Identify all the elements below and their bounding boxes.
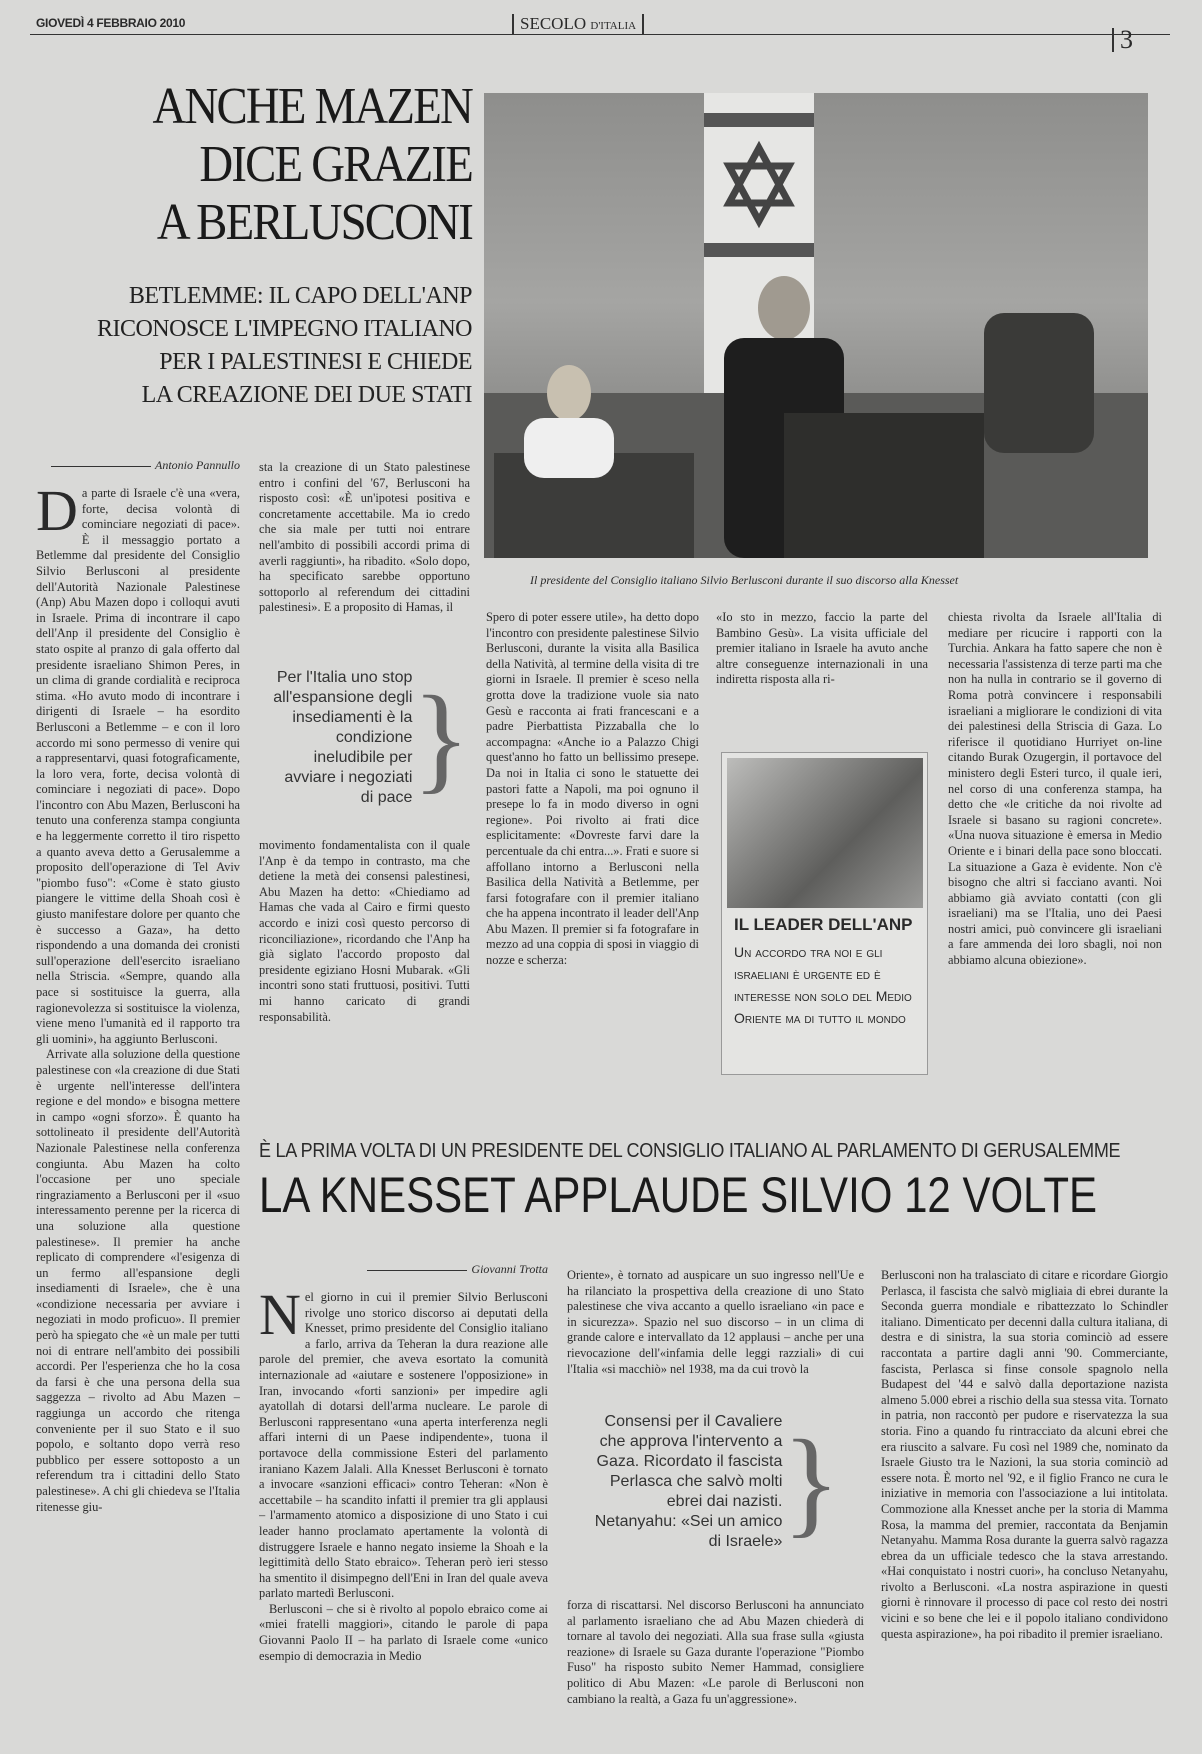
- byline: Antonio Pannullo: [36, 458, 240, 473]
- knesset-photo: [484, 93, 1148, 558]
- article-column-5: chiesta rivolta da Israele all'Italia di mediare per ricucire i rapporti con la Turchia. Ankara ha fatto sapere che non è necessaria l'assistenza di terze parti ma che non ha nulla in contrario se il governo di Roma potrà convincere i responsabili israeliani a migliorare le condizioni di vita dei palestinesi della Striscia di Gaza. Lo riferisce il quotidiano Hurriyet on-line citando Burak Ozugergin, il portavoce del ministero degli Esteri turco, il quale ieri, nel corso di una conferenza stampa, ha detto che «le critiche da noi rivolte ad Israele si basano su ragioni concrete». «Una nuova situazione è emersa in Medio Oriente e i binari della pace sono bloccati. La situazione a Gaza è evidente. Non c'è bisogno che altri si facciano avanti. Noi abbiamo già avviato contatti (con gli israeliani) ma se l'Italia, uno dei Paesi nostri amici, può convincere gli israeliani a fare ammenda dei loro sbagli, noi non abbiamo alcuna obiezione».: [948, 610, 1162, 968]
- pull-quote-text: Consensi per il Cavaliere che approva l'intervento a Gaza. Ricordato il fascista Perlasca che salvò molti ebrei dai nazisti. Netanyahu: «Sei un amico di Israele»: [594, 1413, 783, 1550]
- subhead-line: RICONOSCE L'IMPEGNO ITALIANO: [96, 316, 472, 342]
- subhead-line: BETLEMME: IL CAPO DELL'ANP: [128, 283, 472, 309]
- article2-column-2-continued: forza di riscattarsi. Nel discorso Berlusconi ha annunciato al parlamento israeliano che ad Abu Mazen chiederà di tornare al tavolo dei negoziati. Alla sua frase sulla «giusta reazione» di Israele su Gaza durante l'operazione "Piombo Fuso" ha risposto subito Nemer Hammad, consigliere politico di Abu Mazen: «Le parole di Berlusconi non cambiano la realtà, a Gaza fu un'aggressione».: [567, 1598, 864, 1706]
- article-column-2: sta la creazione di un Stato palestinese entro i confini del '67, Berlusconi ha risposto così: «È un'ipotesi positiva e concretamente accettabile. Ma io credo che sia male per tutti noi entrare nell'ambito di possibili accordi prima di averli raggiunti», ha ribadito. «Solo dopo, ha specificato sarebbe opportuno sottoporlo al referendum dei cittadini palestinesi». E a proposito di Hamas, il: [259, 460, 470, 615]
- article2-headline: LA KNESSET APPLAUDE SILVIO 12 VOLTE: [259, 1167, 1098, 1223]
- headline-line: ANCHE MAZEN: [152, 78, 472, 135]
- photo-caption: Il presidente del Consiglio italiano Silvio Berlusconi durante il suo discorso alla Knesset: [530, 573, 959, 587]
- column-text: el giorno in cui il premier Silvio Berlusconi rivolge uno storico discorso ai deputati della Knesset, primo presidente del Consiglio italiano a farlo, arriva da Teheran la dura reazione alle parole del premier, che aveva esortato la comunità internazionale ad «aiutare e sostenere l'opposizione» in Iran, invocando «forti sanzioni» per impedire agli ayatollah di dotarsi dell'arma nucleare. Le parole di Berlusconi rappresentano «una aperta interferenza negli affari interni di un Paese indipendente», tuona il portavoce della commissione Esteri del parlamento iraniano Kazem Jalali. Alla Knesset Berlusconi è tornato a invocare «sanzioni efficaci» contro Teheran: «Non è accettabile – ha scandito infatti il premier tra gli applausi – l'armamento atomico a disposizione di uno Stato i cui leader hanno proclamato apertamente la volontà di distruggere Israele e hanno negato insieme la Shoah e la legittimità dello Stato ebraico». Teheran però ieri stesso ha smentito il disimpegno dell'Eni in Iran del quale aveva parlato martedì Berlusconi.: [259, 1290, 548, 1601]
- knesset-photo-illustration: [484, 93, 1148, 558]
- article-subhead: [20, 280, 472, 412]
- abu-mazen-box: [721, 752, 928, 1075]
- headline-line: DICE GRAZIE: [199, 136, 472, 193]
- article-column-3: Spero di poter essere utile», ha detto dopo l'incontro con presidente palestinese Silvio Berlusconi, durante la visita alla Basilica della Natività, al termine della visita di tre giorni in Israele. Il premier è sceso nella grotta dove la tradizione vuole sia nato Gesù e racconta ai frati francescani e a padre Pierbattista Pizzaballa che lo accompagna: «Anche io a Palazzo Chigi quest'anno ho fatto un bellissimo presepe. Da noi in Italia ci sono le statuette dei pastori fatte a Napoli, ma poi ognuno il presepe lo fa in modo diverso in ogni regione». Poi rivolto ai frati dice esplicitamente: «Dovreste farvi dare la percentuale da chi entra...». Frati e suore si affollano intorno a Berlusconi nella Basilica della Natività a Betlemme, per farsi fotografare con il premier italiano che ha appena incontrato il leader dell'Anp Abu Mazen. Il premier si fa fotografare in mezzo ad una coppia di sposi in viaggio di nozze e scherza:: [486, 610, 699, 968]
- article-column-2-continued: movimento fondamentalista con il quale l'Anp è da tempo in contrasto, ma che detiene la metà dei consensi palestinesi, Abu Mazen ha detto: «Chiediamo ad Hamas che vada al Cairo e firmi questo accordo e inizi così questo percorso di riconciliazione», ricordando che l'Anp ha già siglato l'accordo proposto dal presidente egiziano Hosni Mubarak. «Gli incontri sono stati fruttuosi, positivi. Tutti mi hanno caricato di grandi responsabilità.: [259, 838, 470, 1024]
- drop-cap: N: [259, 1290, 301, 1347]
- box-title: IL LEADER DELL'ANP: [734, 915, 913, 934]
- masthead-small: D'ITALIA: [590, 20, 637, 32]
- subhead-line: PER I PALESTINESI E CHIEDE: [159, 349, 472, 375]
- column-text: a parte di Israele c'è una «vera, forte, decisa volontà di cominciare negoziati di pace». È il messaggio portato a Betlemme dal presidente del Consiglio Silvio Berlusconi al presidente dell'Autorità Nazionale Palestinese (Anp) Abu Mazen dopo i colloqui avuti in Israele. Prima di incontrare il capo dell'Anp il presidente del Consiglio è stato ospite al pranzo di gala offerto dal presidente israeliano Shimon Peres, in un clima di grande cordialità e reciproca stima. «Ho avuto modo di incontrare i dirigenti di Israele – ha esordito Berlusconi a Betlemme – e con il loro accordo mi sono permesso di venire qui a rappresentarvi, quasi fotograficamente, la loro vera, forte, decisa volontà di cominciare i negoziati di pace». Dopo l'incontro con Abu Mazen, Berlusconi ha tenuto una conferenza stampa congiunta e ha leggermente corretto il tiro rispetto a quanto aveva detto a Gerusalemme a proposito dell'operazione di Tel Aviv "piombo fuso": «Come è stato giusto piangere le vittime della Shoah così è giusto manifestare dolore per quanto che è successo a Gaza», ha detto rispondendo a una domanda dei cronisti sull'operazione dell'esercito israeliano nella Striscia. «Sempre, quando alla pace si sostituisce la guerra, alla ragionevolezza si sostituisce la violenza, viene meno l'umanità ed il rapporto tra gli uomini», ha aggiunto Berlusconi.: [36, 486, 240, 1046]
- subhead-line: LA CREAZIONE DEI DUE STATI: [141, 382, 472, 408]
- byline: Giovanni Trotta: [259, 1262, 548, 1277]
- pull-quote: [590, 1412, 840, 1552]
- headline-line: A BERLUSCONI: [156, 194, 472, 251]
- issue-date: GIOVEDÌ 4 FEBBRAIO 2010: [36, 16, 186, 30]
- article2-column-1: [259, 1290, 548, 1730]
- header-rule: [30, 34, 1170, 35]
- article-headline: [83, 78, 472, 252]
- article2-column-2: Oriente», è tornato ad auspicare un suo ingresso nell'Ue e ha rilanciato la prospettiva della creazione di uno Stato palestinese che viva accanto a quello israeliano «in pace e in sicurezza». Spazio nel suo discorso – in un clima di grande calore e intervallato da 12 applausi – anche per una rievocazione dell'«infamia delle leggi razziali» di cui l'Italia «si macchiò» nel 1938, ma da cui trovò la: [567, 1268, 864, 1376]
- column-text: Berlusconi – che si è rivolto al popolo ebraico come ai «miei fratelli maggiori», citando le parole di papa Giovanni Paolo II – ha parlato di Israele come «unico esempio di democrazia in Medio: [259, 1601, 548, 1663]
- article-column-1: [36, 486, 240, 1726]
- masthead: [512, 14, 644, 34]
- article2-column-3: Berlusconi non ha tralasciato di citare e ricordare Giorgio Perlasca, il fascista che salvò migliaia di ebrei durante la Seconda guerra mondiale e ribattezzato lo Schindler italiano. Dimenticato per decenni dalla cultura italiana, di destra e di sinistra, la sua storia cominciò ad essere raccontata a partire dagli anni '90. Commerciante, fascista, Perlasca si finse console spagnolo nella Budapest del '44 e salvò dalla deportazione nazista almeno 5.000 ebrei a rischio della sua stessa vita. Tornato in patria, non raccontò per pudore e riservatezza la sua storia. Fino a quando fu rintracciato da alcuni ebrei che era riuscito a salvare. Fu così nel 1989 che, nominato da Israele Giusto tra le Nazioni, la sua storia cominciò ad essere nota. È morto nel '92, e il figlio Franco ne cura le iniziative in memoria con l'associazione a lui intitolata. Commozione alla Knesset anche per la storia di Mamma Rosa, la mamma del premier, raccontata da Benjamin Netanyahu. Mamma Rosa durante la guerra salvò ragazza ebrea da un ufficiale tedesco che la stava arrestando. «Hai conquistato i nostri cuori», ha concluso Netanyahu, rivolto a Berlusconi. «La nostra aspirazione in questi giorni è rinnovare il processo di pace col resto dei nostri vicini e so bene che lei e il popolo italiano condividono questa aspirazione», ha poi ribadito il premier israeliano.: [881, 1268, 1168, 1641]
- abu-mazen-photo: [727, 758, 923, 908]
- drop-cap: D: [36, 486, 78, 543]
- pull-quote-text: Per l'Italia uno stop all'espansione degli insediamenti è la condizione ineludibile per avviare i negoziati di pace: [273, 669, 413, 806]
- brace-icon: }: [782, 1415, 840, 1548]
- column-text: Arrivate alla soluzione della questione palestinese con «la creazione di due Stati è urgente nell'interesse dell'intera regione e del mondo» e bisogna mettere in campo «ogni sforzo». È quanto ha sottolineato il presidente dell'Autorità Nazionale Palestinese nella conferenza congiunta. Abu Mazen ha colto l'occasione per uno speciale ringraziamento a Berlusconi per il «suo interessamento perenne per la ricerca di una soluzione alla questione palestinese». Il premier ha anche replicato di comprendere «l'esigenza di un fermo all'espansione degli insediamenti di Israele», che è una «condizione necessaria per avviare i negoziati in modo proficuo». Il premier però ha spiegato che «è un male per tutti noi di entrare nell'ambito dei possibili accordi. Per l'esperienza che ho la cosa da farsi è che una persona della sua saggezza – rivolto ad Abu Mazen – raggiunga un accordo che ritenga conveniente per il suo Stato e il suo popolo, e soltanto dopo verrà reso pubblico per essere sottoposto a un referendum tra i cittadini dello Stato palestinese». A chi gli chiedeva se l'Italia ritenesse giu-: [36, 1047, 240, 1514]
- masthead-name: SECOLO: [520, 14, 587, 33]
- box-quote: Un accordo tra noi e gli israeliani è urgente ed è interesse non solo del Medio Oriente ma di tutto il mondo: [734, 944, 912, 1026]
- page-number: 3: [1112, 28, 1133, 52]
- brace-icon: }: [412, 671, 470, 804]
- article-column-4: «Io sto in mezzo, faccio la parte del Bambino Gesù». La visita ufficiale del premier italiano in Israele ha avuto anche altre conseguenze internazionali in una indiretta risposta alla ri-: [716, 610, 928, 687]
- pull-quote: [270, 668, 470, 808]
- article2-kicker: È LA PRIMA VOLTA DI UN PRESIDENTE DEL CONSIGLIO ITALIANO AL PARLAMENTO DI GERUSALEMME: [259, 1140, 1121, 1162]
